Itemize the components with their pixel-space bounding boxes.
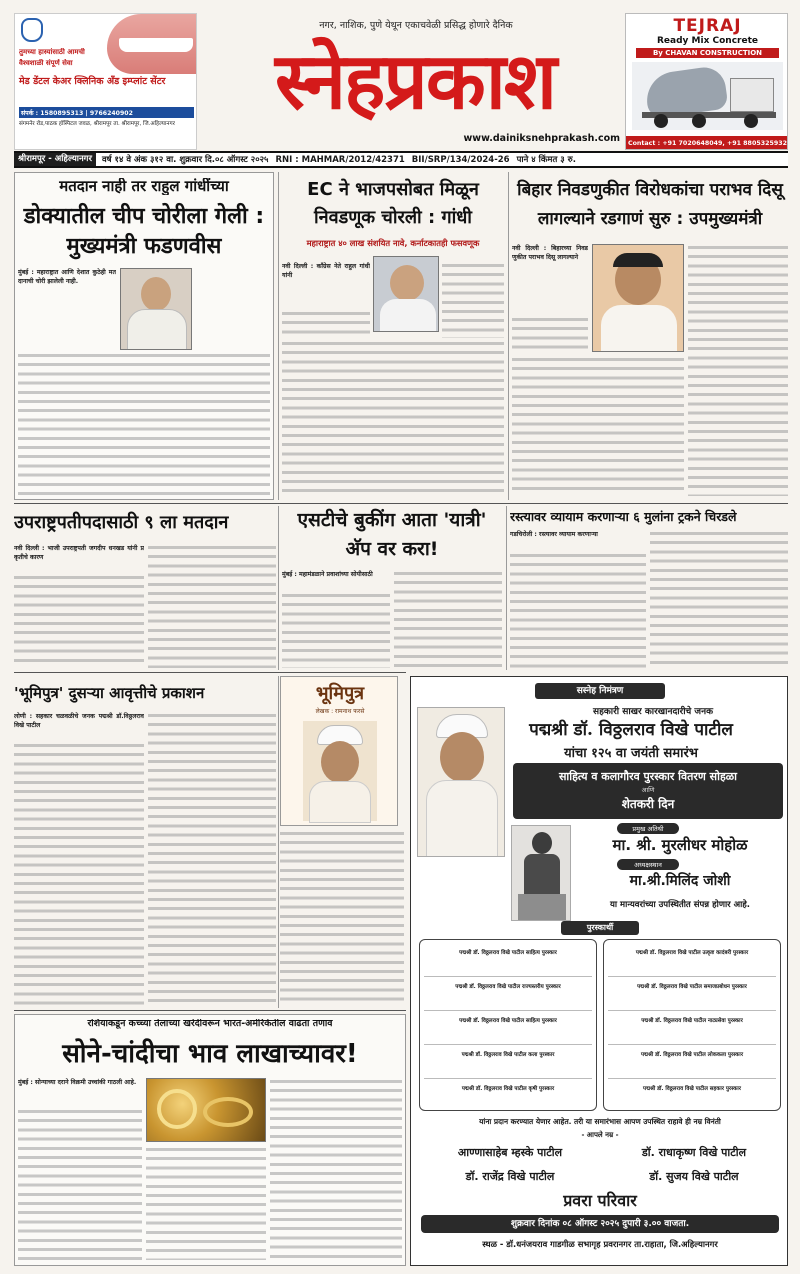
story3-text-block-b xyxy=(688,244,788,496)
masthead-tagline: नगर, नाशिक, पुणे येथून एकाचवेळी प्रसिद्ध होणारे दैनिक xyxy=(319,20,513,31)
story3-headline: बिहार निवडणुकीत विरोधकांचा पराभव दिसू लागल्याने रडगाणं सुरु : उपमुख्यमंत्री xyxy=(517,180,783,229)
award-item: पद्मश्री डॉ. विठ्ठलराव विखे पाटील लोककला पुरस्कार xyxy=(608,1045,776,1079)
vikhe-portrait xyxy=(417,707,505,857)
story4-text-block-b xyxy=(148,544,276,668)
ad-host: डॉ. राजेंद्र विखे पाटील xyxy=(465,1170,555,1183)
awards-list-right xyxy=(603,939,781,1111)
award-item: पद्मश्री डॉ. विठ्ठलराव विखे पाटील सहकार पुरस्कार xyxy=(643,1086,741,1092)
tooth-logo-icon xyxy=(21,18,43,42)
award-item: पद्मश्री डॉ. विठ्ठलराव विखे पाटील समाजप्रबोधन पुरस्कार xyxy=(608,977,776,1011)
row-rule-2 xyxy=(14,672,406,673)
story8-text-block xyxy=(18,1108,142,1260)
ad-venue: स्थळ - डॉ.धनंजयराव गाडगीळ सभागृह प्रवरानगर ता.राहाता, जि.अहिल्यानगर xyxy=(482,1239,718,1249)
story1-text-block xyxy=(18,352,270,496)
col-rule-2 xyxy=(508,172,509,500)
ad-name: पद्मश्री डॉ. विठ्ठलराव विखे पाटील xyxy=(529,720,733,740)
award-item: पद्मश्री डॉ. विठ्ठलराव विखे पाटील नाट्यसेवा पुरस्कार xyxy=(608,1011,776,1045)
story5-headline: एसटीचे बुकींग आता 'यात्री' अ‍ॅप वर करा! xyxy=(297,509,487,560)
dateline-pages: पाने ४ किंमत ३ रु. xyxy=(516,155,576,165)
row-rule-3 xyxy=(14,1010,406,1011)
ad-line1: तुमच्या हास्यांसाठी आमची xyxy=(19,48,85,56)
awards-list-left xyxy=(419,939,597,1111)
ad-host: आण्णासाहेब म्हस्के पाटील xyxy=(457,1146,563,1159)
ad-chief: मा. श्री. मुरलीधर मोहोळ xyxy=(612,836,748,854)
tejraj-by: By CHAVAN CONSTRUCTION xyxy=(636,48,779,58)
story6-body-start: गडचिरोली : रस्त्यावर व्यायाम करणाऱ्या xyxy=(510,531,598,538)
fadnavis-photo xyxy=(120,268,192,350)
story3-body-start: नवी दिल्ली : बिहारच्या निवडणुकीत पराभव दिसू लागल्याने xyxy=(512,245,588,262)
shinde-photo xyxy=(592,244,684,352)
story1-kicker: मतदान नाही तर राहुल गांधींच्या xyxy=(59,178,229,195)
ad-host: डॉ. सुजय विखे पाटील xyxy=(649,1170,739,1183)
ad-president-label: अध्यक्षस्थान xyxy=(617,859,679,870)
ad-awards-label: पुरस्कार्थी xyxy=(561,921,639,935)
ad-president: मा.श्री.मिलिंद जोशी xyxy=(629,873,731,889)
story8-text-block-c xyxy=(270,1078,402,1260)
story7-text-block xyxy=(14,742,144,1006)
statue-image xyxy=(511,825,571,921)
story1-headline: डोक्यातील चीप चोरीला गेली : मुख्यमंत्री फडणवीस xyxy=(23,204,265,259)
clinic-phone: संपर्क : 1580895313 | 9766240902 xyxy=(19,107,194,118)
award-item: पद्मश्री डॉ. विठ्ठलराव विखे पाटील राज्यस्तरीय पुरस्कार xyxy=(424,977,592,1011)
tejraj-contact: Contact : +91 7020648049, +91 8805325932 xyxy=(626,136,788,150)
ad-line2: वैश्वशाळी संपूर्ण सेवा xyxy=(19,59,73,67)
award-item: पद्मश्री डॉ. विठ्ठलराव विखे पाटील कृषी पुरस्कार xyxy=(461,1086,555,1092)
story2-text-block-c xyxy=(282,340,504,496)
award-item: पद्मश्री डॉ. विठ्ठलराव विखे पाटील उत्कृष्ट कादंबरी पुरस्कार xyxy=(608,943,776,977)
ad-chief-label: प्रमुख अतिथी xyxy=(617,823,679,834)
story7-headline: 'भूमिपुत्र' दुसऱ्या आवृत्तीचे प्रकाशन xyxy=(14,684,205,702)
story8-body-start: मुंबई : सोन्याच्या दराने विक्रमी उच्चांकी गाठली आहे. xyxy=(18,1079,137,1086)
story7-text-block-c xyxy=(280,830,404,1006)
col-rule-5 xyxy=(278,676,279,1008)
ad-date: शुक्रवार दिनांक ०८ ऑगस्ट २०२५ दुपारी ३.०० वाजता. xyxy=(421,1215,779,1233)
story8-headline: सोने-चांदीचा भाव लाखाच्यावर! xyxy=(62,1039,358,1069)
ad-invite: यांना प्रदान करण्यात येणार आहेत. तरी या समारंभास आपण उपस्थित राहावे ही नम्र विनंती xyxy=(479,1117,721,1126)
ad-occasion: यांचा १२५ वा जयंती समारंभ xyxy=(564,746,698,761)
story5-body-start: मुंबई : महामंडळाने प्रवाशांच्या सोयीसाठी xyxy=(282,571,373,578)
clinic-address: संगमनेर रोड,पाठक हॉस्पिटल जवळ, श्रीरामपूर ता. श्रीरामपूर, जि.अहिल्यानगर xyxy=(19,121,175,127)
story2-text-block xyxy=(282,310,370,338)
story7-body-start: लोणी : सहकार चळवळीचे जनक पद्मश्री डॉ.विठ्ठलराव विखे पाटील xyxy=(14,713,144,730)
story5-text-block xyxy=(282,592,390,668)
award-item: पद्मश्री डॉ. विठ्ठलराव विखे पाटील साहित्य पुरस्कार xyxy=(424,1011,592,1045)
story6-text-block-b xyxy=(650,530,788,668)
story2-subhead: महाराष्ट्रात ४० लाख संशयित नावे, कर्नाटकातही फसवणूक xyxy=(306,238,480,248)
dateline-reg: BII/SRP/134/2024-26 xyxy=(411,154,510,165)
mixer-truck-image xyxy=(632,62,783,130)
col-rule-3 xyxy=(278,506,279,670)
masthead-website: www.dainiksnehprakash.com xyxy=(463,133,620,144)
masthead-title: स्नेहप्रकाश xyxy=(274,36,556,127)
story4-text-block xyxy=(14,574,144,668)
book-cover xyxy=(280,676,398,826)
ad-intro: सहकारी साखर कारखानदारीचे जनक xyxy=(592,707,713,717)
rahul-gandhi-photo xyxy=(373,256,439,332)
book-subtitle: लेखक : रामनाथ फरसे xyxy=(315,708,365,715)
book-portrait xyxy=(303,721,377,821)
dateline-rni: RNI : MAHMAR/2012/42371 xyxy=(275,154,405,165)
masthead-left-ad xyxy=(14,13,197,150)
story3-text-block-c xyxy=(512,356,684,496)
ad-event: साहित्य व कलागौरव पुरस्कार वितरण सोहळा xyxy=(558,770,738,783)
story5-text-block-b xyxy=(394,570,502,668)
story2-headline: EC ने भाजपसोबत मिळून निवडणूक चोरली : गांधी xyxy=(307,179,479,228)
story1-body-start: मुंबई : महाराष्ट्रात आणि देशात कुठेही मतदानाची चोरी झालेली नाही. xyxy=(18,269,116,286)
story4-headline: उपराष्ट्रपतीपदासाठी ९ ला मतदान xyxy=(14,512,229,533)
story4-body-start: नवी दिल्ली : भाजी उपराष्ट्रपती जगदीप धनखड यांनी प्रकृतीचे कारण xyxy=(14,545,144,562)
ad-ribbon: सस्नेह निमंत्रण xyxy=(535,683,665,699)
invitation-ad xyxy=(410,676,788,1266)
ad-host: डॉ. राधाकृष्ण विखे पाटील xyxy=(641,1146,747,1159)
story2-text-block-b xyxy=(442,262,504,338)
ad-hosts-label: - आपले नम्र - xyxy=(581,1131,619,1139)
dateline-place: श्रीरामपूर - अहिल्यानगर xyxy=(14,153,96,166)
story8-text-block-b xyxy=(146,1146,266,1260)
ad-and: आणि xyxy=(641,786,655,794)
story6-headline: रस्त्यावर व्यायाम करणाऱ्या ६ मुलांना ट्रकने चिरडले xyxy=(510,509,737,524)
award-item: पद्मश्री डॉ. विठ्ठलराव विखे पाटील कला पुरस्कार xyxy=(424,1045,592,1079)
ad-family: प्रवरा परिवार xyxy=(563,1191,637,1210)
gold-jewellery-photo xyxy=(146,1078,266,1142)
row-rule-1 xyxy=(14,503,788,504)
col-rule-1 xyxy=(278,172,279,500)
story8-kicker: रशियाकडून कच्च्या तेलाच्या खरेदीवरून भारत-अमेरिकेतील वाढता तणाव xyxy=(87,1019,333,1029)
masthead-right-ad xyxy=(625,13,788,150)
tejraj-brand: TEJRAJ xyxy=(673,16,742,36)
tejraj-product: Ready Mix Concrete xyxy=(656,36,758,46)
ad-presence: या मान्यवरांच्या उपस्थितीत संपन्न होणार आहे. xyxy=(609,900,751,910)
book-title: भूमिपुत्र xyxy=(315,683,365,704)
dateline-bar xyxy=(14,151,788,168)
smile-image xyxy=(107,14,197,74)
award-item: पद्मश्री डॉ. विठ्ठलराव विखे पाटील साहित्य पुरस्कार xyxy=(424,943,592,977)
clinic-title: मेड डेंटल केअर क्लिनिक अँड इम्प्लांट सेंटर xyxy=(19,76,166,87)
ad-event2: शेतकरी दिन xyxy=(621,797,675,811)
dateline-issue: वर्ष १४ वे अंक ३१२ वा. शुक्रवार दि.०८ ऑगस्ट २०२५ xyxy=(101,155,269,165)
story2-body-start: नवी दिल्ली : काँग्रेस नेते राहुल गांधी यांनी xyxy=(282,263,370,280)
story3-text-block xyxy=(512,316,588,352)
col-rule-4 xyxy=(506,506,507,670)
story7-text-block-b xyxy=(148,712,276,1006)
story6-text-block xyxy=(510,552,646,668)
